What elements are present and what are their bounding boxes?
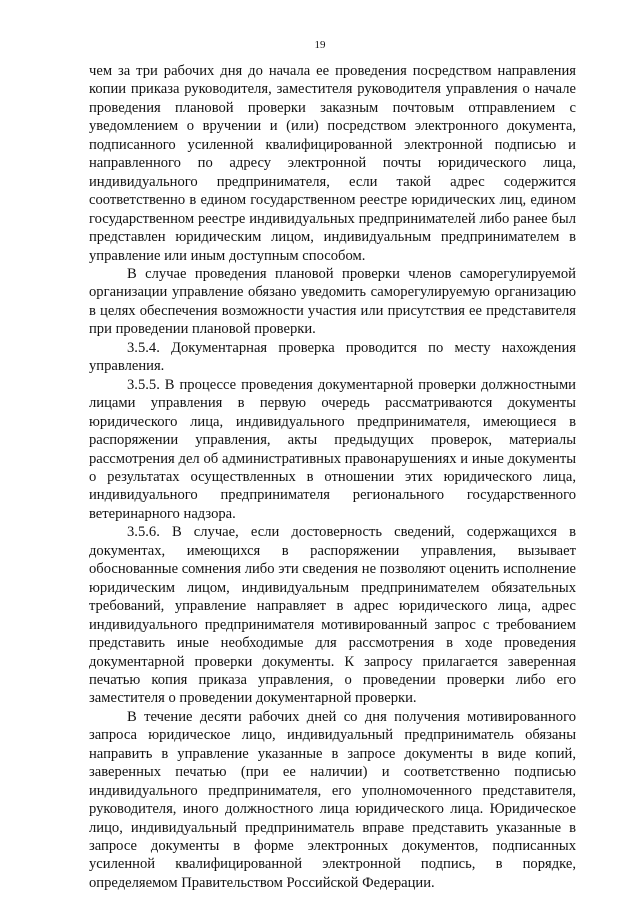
paragraph-response-deadline: В течение десяти рабочих дней со дня получения мотивированного запроса юридическое лицо, индивидуальный предприниматель обязаны направить в управление указанные в запросе документы в виде копий, заверенных печатью (при ее наличии) и соответственно подписью индивидуального предпринимателя, его уполномоченного представителя, руководителя, иного должностного лица юридического лица. Юридическое лицо, индивидуальный предприниматель вправе представить указанные в запросе документы в форме электронных документов, подписанных усиленной квалифицированной электронной подпись, в порядке, определяемом Правительством Российской Федерации.: [89, 708, 576, 891]
page-number: 19: [314, 39, 326, 51]
paragraph-sro-notification: В случае проведения плановой проверки членов саморегулируемой организации управление обязано уведомить саморегулируемую организацию в целях обеспечения возможности участия или присутствия ее представителя при проведении плановой проверки.: [89, 265, 576, 338]
paragraph-3-5-4: 3.5.4. Документарная проверка проводится по месту нахождения управления.: [89, 339, 576, 375]
document-body: [89, 62, 576, 892]
paragraph-continuation: чем за три рабочих дня до начала ее проведения посредством направления копии приказа руководителя, заместителя руководителя управления о начале проведения плановой проверки заказным почтовым отправлением с уведомлением о вручении и (или) посредством электронного документа, подписанного усиленной квалифицированной электронной подписью и направленного по адресу электронной почты юридического лица, индивидуального предпринимателя, если такой адрес содержится соответственно в едином государственном реестре юридических лиц, едином государственном реестре индивидуальных предпринимателей либо ранее был представлен юридическим лицом, индивидуальным предпринимателем в управление или иным доступным способом.: [89, 63, 576, 264]
paragraph-3-5-6: 3.5.6. В случае, если достоверность сведений, содержащихся в документах, имеющихся в распоряжении управления, вызывает обоснованные сомнения либо эти сведения не позволяют оценить исполнение юридическим лицом, индивидуальным предпринимателем обязательных требований, управление направляет в адрес юридического лица, адрес индивидуального предпринимателя мотивированный запрос с требованием представить иные необходимые для рассмотрения в ходе проведения документарной проверки документы. К запросу прилагается заверенная печатью копия приказа управления, о проведении проверки либо его заместителя о проведении документарной проверки.: [89, 524, 576, 707]
paragraph-3-5-5: 3.5.5. В процессе проведения документарной проверки должностными лицами управления в первую очередь рассматриваются документы юридического лица, индивидуального предпринимателя, имеющиеся в распоряжении управления, акты предыдущих проверок, материалы рассмотрения дел об административных правонарушениях и иные документы о результатах осуществленных в отношении этих юридического лица, индивидуального предпринимателя регионального государственного ветеринарного надзора.: [89, 376, 576, 522]
